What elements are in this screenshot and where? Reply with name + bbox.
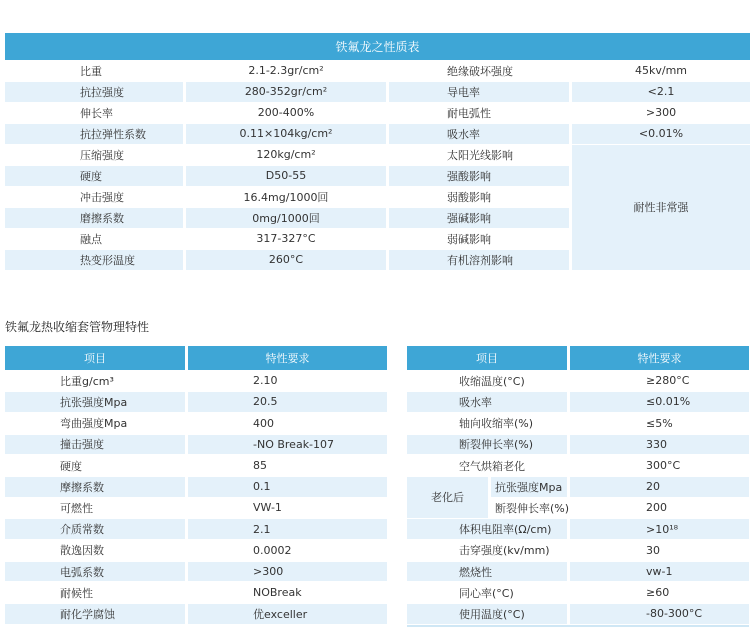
- spec-value: ≥280°C: [646, 374, 690, 388]
- section2-title: 铁氟龙热收缩套管物理特性: [5, 320, 150, 334]
- property-name-2: 强碱影响: [389, 208, 569, 228]
- property-name-2: 吸水率: [389, 124, 569, 144]
- property-value: 0mg/1000回: [186, 208, 386, 228]
- property-name: 压缩强度: [80, 148, 124, 162]
- property-name-2: 强酸影响: [389, 166, 569, 186]
- property-value-2: <0.01%: [572, 124, 750, 144]
- spec-item: 体积电阻率(Ω/cm): [407, 519, 567, 539]
- spec-item: 抗张强度Mpa: [5, 392, 185, 412]
- property-name-2: 弱酸影响: [447, 190, 491, 204]
- property-name-2: 导电率: [389, 82, 569, 102]
- right-header-item: 项目: [407, 346, 567, 370]
- spec-item: 空气烘箱老化: [459, 459, 525, 473]
- property-value: 2.1-2.3gr/cm²: [248, 64, 324, 78]
- property-name: 伸长率: [80, 106, 113, 120]
- spec-value: >300: [188, 562, 387, 582]
- spec-value: 0.0002: [253, 543, 292, 557]
- property-name: 冲击强度: [80, 190, 124, 204]
- spec-item: 介质常数: [5, 519, 185, 539]
- spec-sub-item: 抗张强度Mpa: [491, 477, 567, 497]
- property-value: 16.4mg/1000回: [243, 190, 329, 204]
- property-value: D50-55: [186, 166, 386, 186]
- spec-value: 优exceller: [188, 604, 387, 624]
- spec-value: vw-1: [570, 562, 749, 582]
- property-name-2: 耐电弧性: [447, 106, 491, 120]
- right-header-requirement: 特性要求: [570, 346, 749, 370]
- spec-item: 硬度: [60, 459, 82, 473]
- property-value: 260°C: [186, 250, 386, 270]
- spec-value: -80-300°C: [570, 604, 749, 624]
- spec-value: VW-1: [253, 501, 282, 515]
- property-name: 硬度: [5, 166, 183, 186]
- spec-value: 85: [253, 459, 267, 473]
- property-name: 磨擦系数: [5, 208, 183, 228]
- spec-value: 0.1: [188, 477, 387, 497]
- table1-title: 铁氟龙之性质表: [5, 33, 750, 60]
- spec-item: 燃烧性: [407, 562, 567, 582]
- property-value: 0.11×104kg/cm²: [186, 124, 386, 144]
- spec-value: 330: [570, 435, 749, 455]
- property-name-2: 有机溶剂影响: [389, 250, 569, 270]
- spec-item: 耐化学腐蚀: [5, 604, 185, 624]
- spec-value: >10¹⁸: [570, 519, 749, 539]
- property-value: 280-352gr/cm²: [186, 82, 386, 102]
- spec-item: 同心率(°C): [459, 586, 514, 600]
- spec-value: 2.1: [188, 519, 387, 539]
- spec-value: ≥60: [646, 586, 670, 600]
- property-name: 热变形温度: [5, 250, 183, 270]
- property-name-2: 弱碱影响: [447, 232, 491, 246]
- property-value: 120kg/cm²: [256, 148, 316, 162]
- spec-value: ≤0.01%: [570, 392, 749, 412]
- spec-item: 摩擦系数: [5, 477, 185, 497]
- spec-item: 可燃性: [60, 501, 93, 515]
- spec-value: 2.10: [253, 374, 278, 388]
- spec-value: -NO Break-107: [188, 435, 387, 455]
- spec-item: 散逸因数: [60, 544, 104, 558]
- aging-group-label: 老化后: [407, 477, 488, 518]
- spec-item: 比重g/cm³: [60, 374, 114, 388]
- spec-value: 200: [646, 501, 667, 515]
- property-value-2: >300: [645, 106, 677, 120]
- resistance-merged-value: 耐性非常强: [572, 145, 750, 270]
- spec-sub-item: 断裂伸长率(%): [495, 501, 570, 515]
- table-bottom-rule: [407, 625, 749, 627]
- property-name-2: 绝缘破坏强度: [447, 64, 513, 78]
- property-value-2: 45kv/mm: [634, 64, 687, 78]
- spec-value: 20.5: [188, 392, 387, 412]
- spec-item: 轴向收缩率(%): [459, 417, 534, 431]
- property-value: 200-400%: [257, 106, 315, 120]
- left-header-requirement: 特性要求: [188, 346, 387, 370]
- property-name: 比重: [80, 64, 102, 78]
- spec-item: 断裂伸长率(%): [407, 435, 567, 455]
- property-name-2: 太阳光线影响: [447, 148, 513, 162]
- spec-value: ≤5%: [646, 416, 673, 430]
- spec-item: 使用温度(°C): [407, 604, 567, 624]
- property-value: 317-327°C: [256, 232, 316, 246]
- spec-value: 300°C: [646, 459, 681, 473]
- spec-item: 弯曲强度Mpa: [60, 417, 128, 431]
- spec-item: 吸水率: [407, 392, 567, 412]
- spec-item: 电弧系数: [5, 562, 185, 582]
- spec-value: NOBreak: [253, 586, 302, 600]
- spec-item: 击穿强度(kv/mm): [459, 544, 550, 558]
- property-name: 融点: [80, 232, 102, 246]
- spec-value: 30: [646, 543, 660, 557]
- spec-item: 撞击强度: [5, 435, 185, 455]
- spec-value: 20: [570, 477, 749, 497]
- spec-value: 400: [253, 416, 274, 430]
- spec-item: 收缩温度(°C): [459, 374, 525, 388]
- property-name: 抗拉弹性系数: [5, 124, 183, 144]
- property-value-2: <2.1: [572, 82, 750, 102]
- left-header-item: 项目: [5, 346, 185, 370]
- property-name: 抗拉强度: [5, 82, 183, 102]
- spec-item: 耐候性: [60, 586, 93, 600]
